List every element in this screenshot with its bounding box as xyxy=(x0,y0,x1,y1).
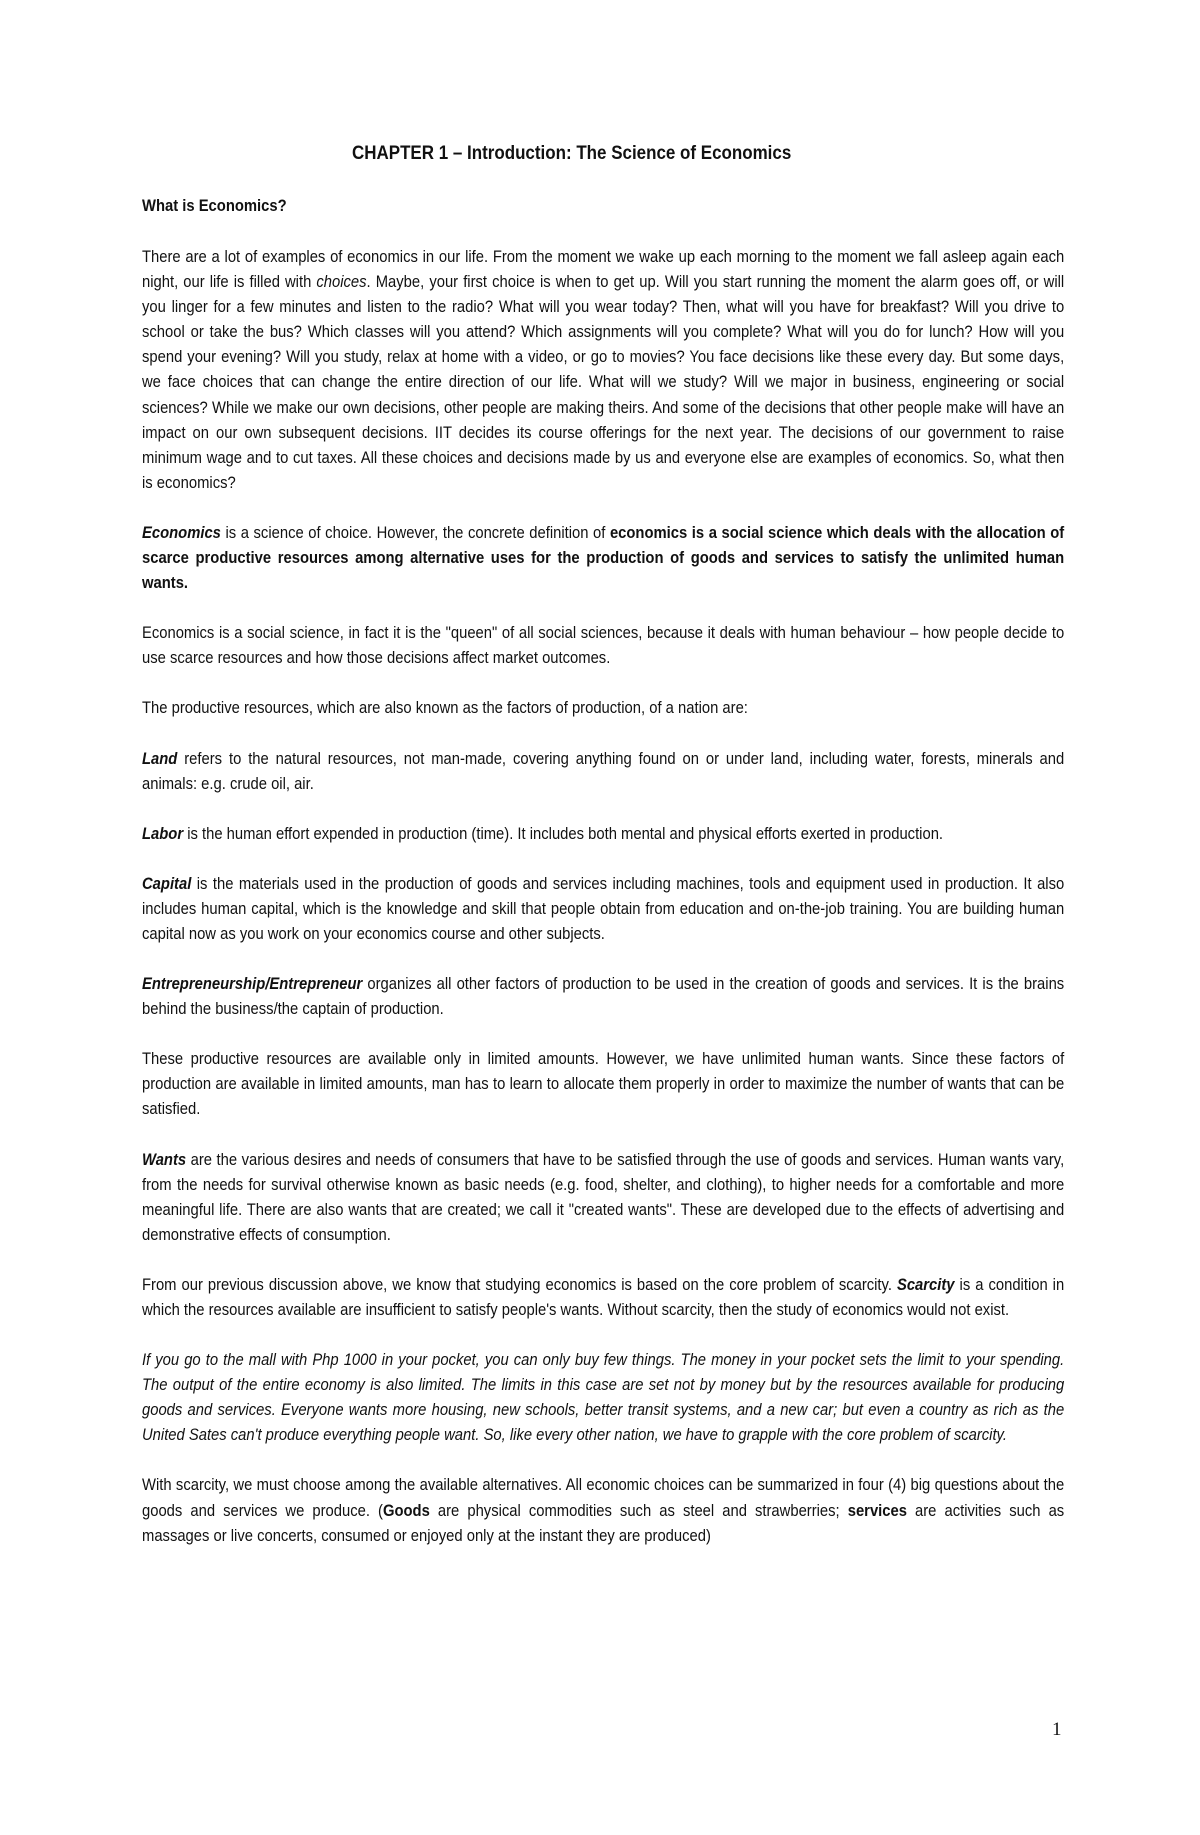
paragraph-limited-resources: These productive resources are available only in limited amounts. However, we have unlimited human wants. Since these factors of production are available in limited amounts, man has to learn to allocate them properly in order to maximize the number of wants that can be satisfied. xyxy=(142,1049,1065,1119)
section-heading: What is Economics? xyxy=(142,196,287,215)
paragraph-definition xyxy=(142,520,1064,595)
definition-economics: economics is a social science which deals with the allocation of scarce productive resources among alternative uses for the production of goods and services to satisfy the unlimited human wants. xyxy=(142,522,1065,593)
term-capital: Capital xyxy=(142,873,192,893)
text-run: are physical commodities such as steel and strawberries; xyxy=(429,1500,848,1520)
term-entrepreneurship: Entrepreneurship/Entrepreneur xyxy=(142,974,363,994)
page-number: 1 xyxy=(1052,1719,1062,1740)
text-run: is a science of choice. However, the concrete definition of xyxy=(220,522,610,542)
text-run: . Maybe, your first choice is when to get up. Will you start running the moment the alarm goes off, or will you linger for a few minutes and listen to the radio? What will you wear today? Then, what will you have for breakfast? Will you drive to school or take the bus? Which classes will you attend? Which assignments will you complete? What will you do for lunch? How will you spend your evening? Will you study, relax at home with a video, or go to movies? You face decisions like these every day. But some days, we face choices that can change the entire direction of our life. What will we study? Will we major in business, engineering or social sciences? While we make our own decisions, other people are making theirs. And some of the decisions that other people make will have an impact on our own subsequent decisions. IIT decides its course offerings for the next year. The decisions of our government to raise minimum wage and to cut taxes. All these choices and decisions made by us and everyone else are examples of economics. So, what then is economics? xyxy=(142,272,1065,492)
chapter-title: CHAPTER 1 – Introduction: The Science of Economics xyxy=(352,142,792,164)
body-text xyxy=(142,244,1064,1548)
text-run: is the human effort expended in production (time). It includes both mental and physical efforts exerted in production. xyxy=(183,823,944,843)
paragraph-wants xyxy=(142,1147,1064,1247)
paragraph-scarcity xyxy=(142,1272,1064,1322)
text-run: There are a lot of examples of economics in our life. From the moment we wake up each morning to the moment we fall asleep again each night, our life is filled with xyxy=(142,247,1065,292)
term-scarcity: Scarcity xyxy=(896,1274,955,1294)
text-run: With scarcity, we must choose among the available alternatives. All economic choices can be summarized in four (4) big questions about the goods and services we produce. ( xyxy=(142,1475,1065,1520)
emphasis-choices: choices xyxy=(316,272,367,292)
paragraph-labor xyxy=(142,821,1064,846)
text-run: From our previous discussion above, we know that studying economics is based on the core problem of scarcity. xyxy=(142,1274,897,1294)
text-run: are the various desires and needs of consumers that have to be satisfied through the use of goods and services. Human wants vary, from the needs for survival otherwise known as basic needs (e.g. food, shelter, and clothing), to higher needs for a comfortable and more meaningful life. There are also wants that are created; we call it "created wants". These are developed due to the effects of advertising and demonstrative effects of consumption. xyxy=(142,1149,1065,1244)
term-services: services xyxy=(847,1500,907,1520)
paragraph-example-mall: If you go to the mall with Php 1000 in your pocket, you can only buy few things. The money in your pocket sets the limit to your spending. The output of the entire economy is also limited. The limits in this case are set not by money but by the resources available for producing goods and services. Everyone wants more housing, new schools, better transit systems, and a new car; but even a country as rich as the United Sates can't produce everything people want. So, like every other nation, we have to grapple with the core problem of scarcity. xyxy=(142,1350,1065,1445)
term-wants: Wants xyxy=(142,1149,187,1169)
paragraph-land xyxy=(142,746,1064,796)
paragraph-social-science: Economics is a social science, in fact it is the "queen" of all social sciences, because it deals with human behaviour – how people decide to use scarce resources and how those decisions affect market outcomes. xyxy=(142,623,1065,668)
term-labor: Labor xyxy=(142,823,184,843)
text-run: are activities such as massages or live concerts, consumed or enjoyed only at the instant they are produced) xyxy=(142,1500,1065,1545)
paragraph-factors-intro: The productive resources, which are also known as the factors of production, of a nation are: xyxy=(142,698,748,718)
text-run: is the materials used in the production of goods and services including machines, tools and equipment used in production. It also includes human capital, which is the knowledge and skill that people obtain from education and on-the-job training. You are building human capital now as you work on your economics course and other subjects. xyxy=(142,873,1065,943)
paragraph-intro xyxy=(142,244,1064,495)
text-run: organizes all other factors of production to be used in the creation of goods and services. It is the brains behind the business/the captain of production. xyxy=(142,974,1065,1019)
term-land: Land xyxy=(142,748,178,768)
paragraph-capital xyxy=(142,871,1064,946)
term-goods: Goods xyxy=(382,1500,430,1520)
text-run: is a condition in which the resources available are insufficient to satisfy people's wants. Without scarcity, then the study of economics would not exist. xyxy=(142,1274,1065,1319)
text-run: refers to the natural resources, not man-made, covering anything found on or under land, including water, forests, minerals and animals: e.g. crude oil, air. xyxy=(142,748,1065,793)
term-economics: Economics xyxy=(142,522,221,542)
paragraph-choices xyxy=(142,1472,1064,1547)
paragraph-entrepreneurship xyxy=(142,971,1064,1021)
